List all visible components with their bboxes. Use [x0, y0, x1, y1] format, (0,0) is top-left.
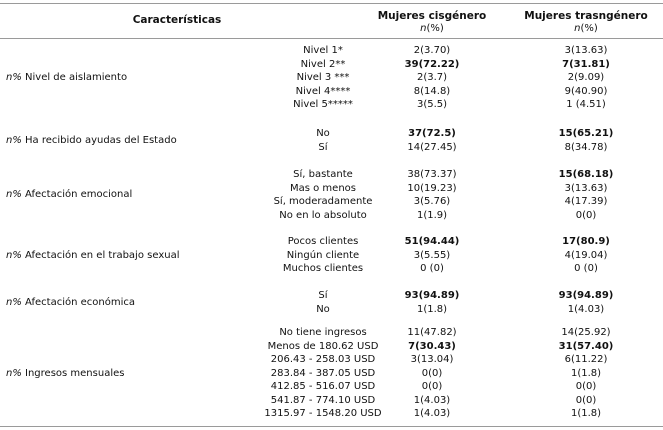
row-option: No en lo absoluto [279, 209, 367, 221]
cell-trans: 17(80.9) [562, 236, 610, 247]
section-label-text: Afectación emocional [21, 189, 133, 201]
header-group-cis: Mujeres cisgénero [377, 10, 487, 22]
cell-cis: 3(5.5) [416, 99, 448, 110]
section-label-text: Ingresos mensuales [21, 367, 125, 379]
cell-cis: 2(3.7) [416, 72, 448, 83]
row-option: No tiene ingresos [279, 327, 367, 338]
row-option: 541.87 - 774.10 USD [270, 394, 376, 406]
n-symbol: n [420, 23, 427, 34]
section-label [6, 249, 179, 262]
row-option: 412.85 - 516.07 USD [270, 381, 376, 392]
percent-unit: (%) [580, 23, 598, 34]
percent-unit: (%) [426, 23, 444, 34]
row-option: Muchos clientes [282, 263, 364, 274]
cell-trans: 3(13.63) [564, 182, 608, 194]
cell-cis: 0(0) [421, 367, 443, 379]
cell-cis: 2(3.70) [413, 45, 451, 56]
cell-trans: 1(1.8) [570, 408, 602, 419]
cell-cis: 1(4.03) [413, 408, 451, 419]
section-label-text: Ha recibido ayudas del Estado [21, 134, 177, 146]
cell-cis: 0(0) [421, 381, 443, 392]
cell-cis: 0 (0) [420, 263, 444, 274]
section-label-text: Afectación económica [21, 296, 136, 308]
row-option: 283.84 - 387.05 USD [270, 367, 376, 379]
cell-cis: 3(5.55) [413, 249, 451, 261]
section-label [6, 367, 124, 380]
row-option: Sí, bastante [293, 169, 353, 180]
section-label [6, 71, 127, 84]
n-percent-prefix: n% [6, 72, 22, 83]
cell-trans: 8(34.78) [564, 141, 608, 153]
cell-trans: 0 (0) [574, 263, 598, 274]
cell-cis: 8(14.8) [413, 85, 451, 97]
cell-cis: 93(94.89) [404, 290, 460, 301]
row-option: Sí [318, 290, 328, 301]
cell-trans: 0(0) [575, 381, 597, 392]
n-percent-prefix: n% [6, 249, 22, 261]
section-label [6, 134, 177, 147]
section-label-text: Nivel de aislamiento [21, 72, 128, 83]
row-option: No [316, 303, 330, 315]
cell-trans: 1(1.8) [570, 367, 602, 379]
cell-cis: 51(94.44) [404, 236, 460, 247]
cell-cis: 39(72.22) [404, 58, 460, 70]
cell-cis: 11(47.82) [407, 327, 457, 338]
cell-cis: 10(19.23) [407, 182, 457, 194]
cell-cis: 37(72.5) [408, 128, 456, 139]
cell-trans: 0(0) [575, 394, 597, 406]
cell-trans: 31(57.40) [558, 340, 614, 352]
cell-trans: 15(65.21) [558, 128, 614, 139]
cell-trans: 14(25.92) [561, 327, 611, 338]
row-option: Nivel 3 *** [296, 72, 350, 83]
cell-cis: 1(4.03) [413, 394, 451, 406]
cell-trans: 4(19.04) [564, 249, 608, 261]
cell-trans: 6(11.22) [564, 354, 608, 365]
n-percent-prefix: n% [6, 134, 22, 146]
cell-trans: 9(40.90) [564, 85, 608, 97]
top-rule [0, 3, 663, 4]
row-option: Nivel 1* [303, 45, 343, 56]
cell-trans: 0(0) [575, 209, 597, 221]
cell-cis: 3(5.76) [413, 196, 451, 207]
cell-trans: 4(17.39) [564, 196, 608, 207]
cell-trans: 7(31.81) [562, 58, 610, 70]
cell-trans: 1 (4.51) [566, 99, 606, 110]
n-percent-prefix: n% [6, 296, 22, 308]
cell-cis: 7(30.43) [408, 340, 456, 352]
row-option: Sí [318, 141, 328, 153]
row-option: Nivel 2** [300, 58, 346, 70]
header-characteristics: Características [132, 14, 222, 26]
row-option: 1315.97 - 1548.20 USD [264, 408, 382, 419]
row-option: Nivel 5***** [293, 99, 353, 110]
cell-trans: 3(13.63) [564, 45, 608, 56]
row-option: Mas o menos [289, 182, 357, 194]
section-label [6, 296, 135, 309]
cell-trans: 2(9.09) [567, 72, 605, 83]
header-n-cis [420, 22, 444, 35]
row-option: No [316, 128, 330, 139]
cell-cis: 1(1.9) [416, 209, 448, 221]
row-option: Ningún cliente [286, 249, 360, 261]
header-group-trans: Mujeres trasngénero [524, 10, 648, 22]
row-option: 206.43 - 258.03 USD [270, 354, 376, 365]
cell-cis: 3(13.04) [410, 354, 454, 365]
header-n-trans [574, 22, 598, 35]
cell-cis: 14(27.45) [407, 141, 457, 153]
row-option: Menos de 180.62 USD [267, 340, 379, 352]
header-rule [0, 38, 663, 39]
section-label [6, 188, 132, 201]
row-option: Nivel 4**** [295, 85, 351, 97]
cell-trans: 15(68.18) [558, 169, 614, 180]
n-percent-prefix: n% [6, 189, 22, 201]
cell-trans: 1(4.03) [567, 303, 605, 315]
row-option: Pocos clientes [287, 236, 359, 247]
bottom-rule [0, 426, 663, 427]
n-percent-prefix: n% [6, 367, 22, 379]
n-symbol: n [574, 23, 581, 34]
row-option: Sí, moderadamente [273, 196, 373, 207]
section-label-text: Afectación en el trabajo sexual [21, 249, 180, 261]
cell-cis: 38(73.37) [407, 169, 457, 180]
cell-cis: 1(1.8) [416, 303, 448, 315]
cell-trans: 93(94.89) [558, 290, 614, 301]
